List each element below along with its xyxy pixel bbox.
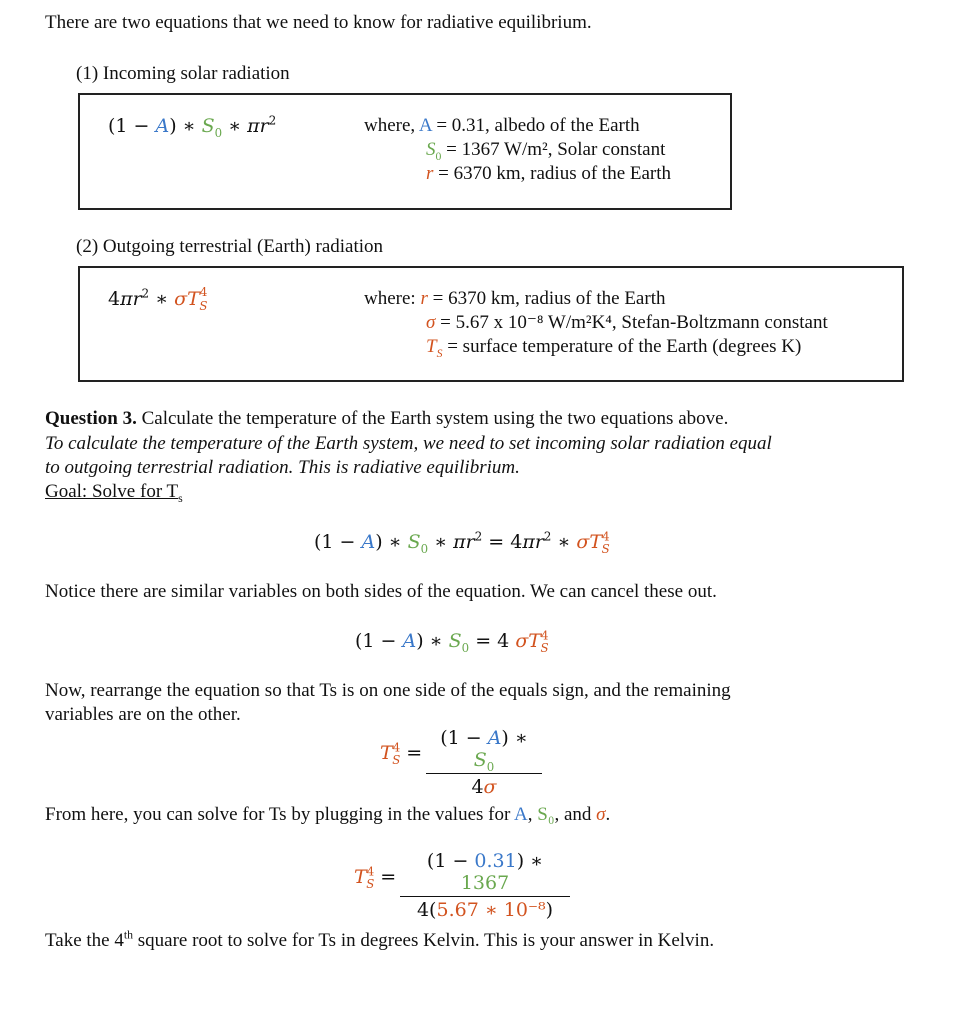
goal-label: Goal: Solve for T (45, 481, 179, 502)
eq1-box (78, 93, 732, 210)
final-sup: th (123, 928, 134, 942)
fraction1-lhs: $T^4_S$ = (380, 740, 423, 767)
eq1-var-a: A (418, 115, 432, 136)
plug-text (45, 804, 610, 827)
eq2-where-line1 (364, 288, 665, 311)
fraction2-bar (400, 896, 570, 897)
plug-end: . (605, 804, 611, 825)
eq2-formula: $4\pi r^2$ ∗ $\sigma T^4_S$ (108, 284, 208, 313)
fraction2-denominator: 4(5.67 ∗ 10⁻⁸) (416, 899, 554, 921)
eq1-heading: (1) Incoming solar radiation (76, 63, 290, 84)
question-line (45, 408, 728, 431)
final-prefix: Take the 4 (45, 930, 124, 951)
rearrange-line-2: variables are on the other. (45, 704, 241, 725)
eq2-var-t-sub: S (436, 346, 443, 360)
eq1-line1-text: = 0.31, albedo of the Earth (431, 115, 640, 136)
plug-sep1: , (527, 804, 538, 825)
equality-equation: (1 − A) ∗ $S_0$ ∗ $\pi r^2 = 4\pi r^2$ ∗ $\sigma T^4_S$ (314, 529, 610, 556)
plug-s0: S₀ (537, 804, 555, 825)
eq2-var-t: T (426, 336, 437, 357)
fraction1-numerator: (1 − A) ∗ $S_0$ (440, 727, 528, 774)
final-rest: square root to solve for Ts in degrees Kelvin. This is your answer in Kelvin. (133, 930, 715, 951)
plug-sep2: , and (554, 804, 597, 825)
fraction2-numerator: (1 − 0.31) ∗ 1367 (426, 850, 544, 894)
eq1-line3-text: = 6370 km, radius of the Earth (433, 163, 672, 184)
fraction1 (426, 727, 542, 798)
eq1-where-line1 (364, 115, 640, 138)
eq2-heading: (2) Outgoing terrestrial (Earth) radiation (76, 236, 384, 257)
eq1-var-s: S (426, 139, 436, 160)
question-text: Calculate the temperature of the Earth system using the two equations above. (136, 408, 729, 429)
eq1-line2-text: = 1367 W/m², Solar constant (441, 139, 666, 160)
value-albedo: 0.31 (474, 850, 517, 872)
plug-prefix: From here, you can solve for Ts by plugging in the values for (45, 804, 515, 825)
eq1-where-line2 (426, 139, 665, 162)
notice-text: Notice there are similar variables on both sides of the equation. We can cancel these out. (45, 581, 717, 602)
question-italic-2: to outgoing terrestrial radiation. This is radiative equilibrium. (45, 457, 520, 478)
question-italic-1: To calculate the temperature of the Earth system, we need to set incoming solar radiation equal (45, 433, 772, 454)
eq2-var-sigma: σ (426, 312, 436, 333)
eq1-where-line3 (426, 163, 671, 186)
eq1-formula: (1 − A) ∗ $S_0$ ∗ $\pi r^2$ (108, 113, 277, 140)
goal-text (45, 481, 183, 504)
eq1-var-r: r (426, 163, 434, 184)
eq2-line3-text: = surface temperature of the Earth (degrees K) (442, 336, 802, 357)
eq2-where-label: where: (364, 288, 416, 309)
fraction1-bar (426, 773, 542, 774)
eq2-line1-text: = 6370 km, radius of the Earth (427, 288, 666, 309)
eq1-var-s-sub: 0 (435, 149, 442, 163)
value-solar: 1367 (460, 872, 510, 894)
eq2-box (78, 266, 904, 382)
eq2-where-line2 (426, 312, 828, 335)
final-text (45, 930, 714, 953)
eq1-where-label: where, (364, 115, 416, 136)
fraction2 (400, 850, 570, 921)
eq2-where-line3 (426, 336, 801, 359)
goal-sub: s (178, 491, 183, 505)
rearrange-line-1: Now, rearrange the equation so that Ts is on one side of the equals sign, and the remaining (45, 680, 731, 701)
eq2-var-r: r (420, 288, 428, 309)
plug-a: A (514, 804, 528, 825)
question-label: Question 3. (45, 408, 137, 429)
cancelled-equation: (1 − A) ∗ $S_0 = 4$ $\sigma T^4_S$ (355, 628, 549, 655)
eq2-line2-text: = 5.67 x 10⁻⁸ W/m²K⁴, Stefan-Boltzmann constant (435, 312, 828, 333)
fraction1-denominator: 4σ (471, 776, 497, 798)
value-sigma: 5.67 ∗ 10⁻⁸ (436, 899, 546, 921)
fraction2-lhs: $T^4_S$ = (354, 864, 397, 891)
plug-sigma: σ (596, 804, 606, 825)
intro-text: There are two equations that we need to know for radiative equilibrium. (45, 12, 592, 33)
